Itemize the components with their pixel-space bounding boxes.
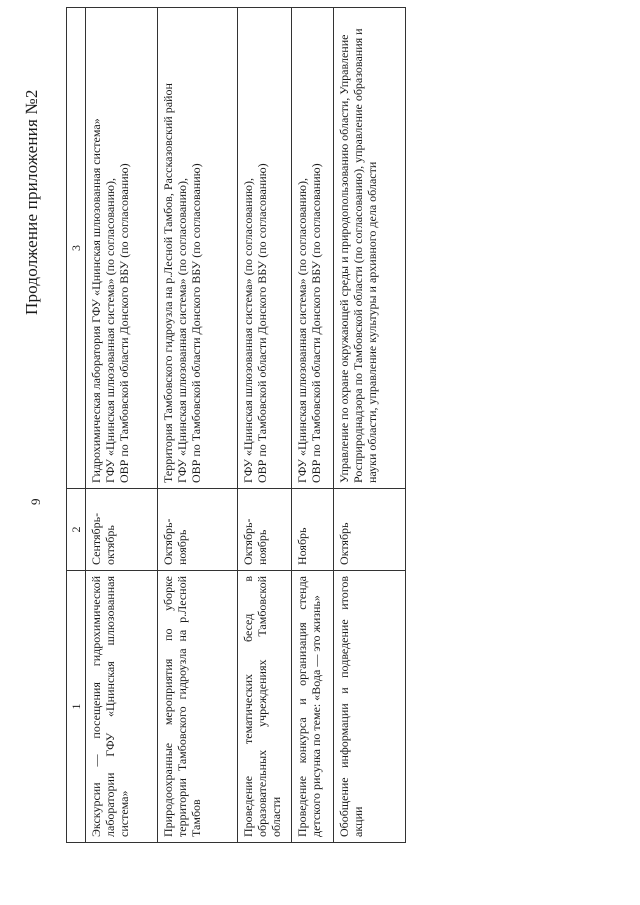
column-header: 1 [67, 571, 86, 843]
event-cell: Проведение конкурса и организация стенда детского рисунка по теме: «Вода — это жизнь» [292, 571, 334, 843]
period-cell: Октябрь-ноябрь [238, 489, 292, 571]
page-number: 9 [28, 498, 43, 505]
responsible-line: ОВР по Тамбовской области Донского ВБУ (по согласованию) [117, 163, 131, 483]
responsible-line: Территория Тамбовского гидроузла на р.Лесной Тамбов, Рассказовский район [161, 83, 175, 483]
period-cell: Сентябрь-октябрь [86, 489, 158, 571]
period-cell: Ноябрь [292, 489, 334, 571]
responsible-cell [238, 8, 292, 489]
responsible-cell [86, 8, 158, 489]
table-row [86, 8, 158, 843]
responsible-line: ГФУ «Цнинская шлюзованная система» (по согласованию), [295, 178, 309, 483]
table-header-row [67, 8, 86, 843]
column-header: 2 [67, 489, 86, 571]
responsible-line: ГФУ «Цнинская шлюзованная система» (по согласованию), [103, 178, 117, 483]
appendix-title: Продолжение приложения №2 [22, 89, 41, 315]
responsible-line: Гидрохимическая лаборатория ГФУ «Цнинская шлюзованная система» [89, 118, 103, 483]
event-cell: Проведение тематических бесед в образовательных учреждениях Тамбовской области [238, 571, 292, 843]
responsible-line: Управление по охране окружающей среды и природопользованию области, Управление Росприроднадзора по Тамбовской области (по согласованию), управление образования и науки области, управление культуры и архивного дела области [337, 28, 379, 483]
table-row [158, 8, 238, 843]
event-cell: Природоохранные мероприятия по уборке территории Тамбовского гидроузла на р.Лесной Тамбов [158, 571, 238, 843]
table-row [238, 8, 292, 843]
column-header: 3 [67, 8, 86, 489]
responsible-line: ОВР по Тамбовской области Донского ВБУ (по согласованию) [189, 163, 203, 483]
events-table [66, 7, 406, 843]
responsible-line: ОВР по Тамбовской области Донского ВБУ (по согласованию) [309, 163, 323, 483]
responsible-cell [334, 8, 406, 489]
period-cell: Октябрь-ноябрь [158, 489, 238, 571]
responsible-line: ГФУ «Цнинская шлюзованная система» (по согласованию), [241, 178, 255, 483]
table-row [292, 8, 334, 843]
responsible-cell [158, 8, 238, 489]
responsible-cell [292, 8, 334, 489]
event-cell: Экскурсии — посещения гидрохимической лаборатории ГФУ «Цнинская шлюзованная система» [86, 571, 158, 843]
responsible-line: ОВР по Тамбовской области Донского ВБУ (по согласованию) [255, 163, 269, 483]
responsible-line: ГФУ «Цнинская шлюзованная система» (по согласованию), [175, 178, 189, 483]
period-cell: Октябрь [334, 489, 406, 571]
table-row [334, 8, 406, 843]
event-cell: Обобщение информации и подведение итогов акции [334, 571, 406, 843]
